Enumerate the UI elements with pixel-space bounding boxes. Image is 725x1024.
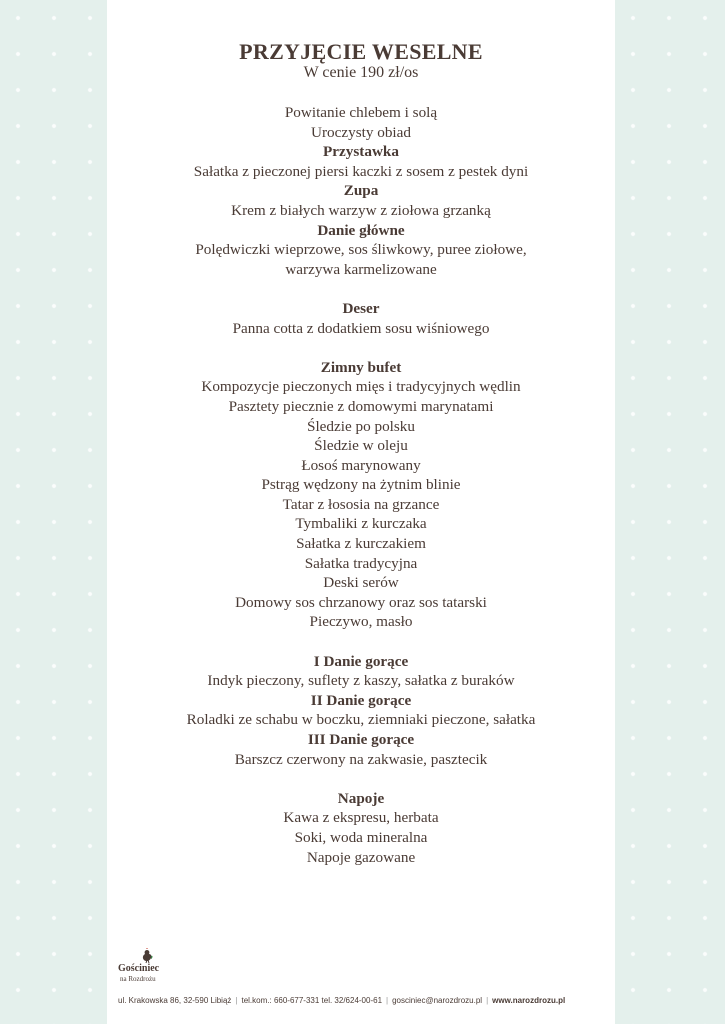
menu-item: Pstrąg wędzony na żytnim blinie	[261, 476, 461, 494]
menu-item: Kompozycje pieczonych mięs i tradycyjnych wędlin	[201, 378, 521, 396]
logo-subtitle: na Rozdrożu	[120, 975, 156, 983]
menu-spacer	[107, 632, 615, 652]
menu-list	[107, 103, 615, 867]
menu-page	[107, 0, 615, 1024]
menu-section-heading: II Danie gorące	[310, 691, 412, 709]
menu-item: Deski serów	[323, 574, 399, 592]
menu-item: Powitanie chlebem i solą	[284, 104, 438, 121]
footer-separator: |	[486, 996, 489, 1005]
menu-item: Uroczysty obiad	[311, 123, 411, 141]
page-title: PRZYJĘCIE WESELNE	[239, 39, 483, 64]
menu-spacer	[107, 279, 615, 299]
menu-item: Śledzie po polsku	[307, 417, 415, 435]
menu-item: Panna cotta z dodatkiem sosu wiśniowego	[232, 319, 490, 337]
menu-item: Pieczywo, masło	[309, 613, 413, 631]
menu-item: Śledzie w oleju	[314, 437, 408, 455]
menu-section-heading: Danie główne	[317, 221, 405, 239]
rooster-icon	[140, 948, 154, 964]
footer-email[interactable]: gosciniec@narozdrozu.pl	[392, 996, 483, 1005]
menu-item: Polędwiczki wieprzowe, sos śliwkowy, puree ziołowe,	[195, 241, 527, 259]
price-subtitle: W cenie 190 zł/os	[303, 64, 419, 81]
menu-item: Sałatka z pieczonej piersi kaczki z sosem z pestek dyni	[193, 162, 529, 180]
menu-spacer	[107, 338, 615, 358]
logo-name: Gościniec	[118, 963, 160, 974]
menu-item: Napoje gazowane	[306, 848, 416, 866]
menu-item: Sałatka z kurczakiem	[296, 535, 426, 553]
menu-item: Sałatka tradycyjna	[304, 554, 418, 572]
menu-item: Barszcz czerwony na zakwasie, pasztecik	[234, 750, 488, 768]
menu-item: Kawa z ekspresu, herbata	[283, 809, 439, 827]
menu-item: Łosoś marynowany	[301, 456, 421, 474]
footer-phones: tel.kom.: 660-677-331 tel. 32/624-00-61	[241, 996, 383, 1005]
menu-item: Tatar z łososia na grzance	[282, 495, 440, 513]
menu-item: Soki, woda mineralna	[294, 828, 428, 846]
decorative-side-panel-right	[615, 0, 725, 1024]
footer-address: ul. Krakowska 86, 32-590 Libiąż	[118, 996, 232, 1005]
menu-item: Indyk pieczony, suflety z kaszy, sałatka z buraków	[207, 672, 515, 690]
menu-item: Pasztety piecznie z domowymi marynatami	[228, 397, 494, 415]
menu-section-heading: III Danie gorące	[307, 731, 415, 748]
menu-item: Tymbaliki z kurczaka	[295, 515, 427, 533]
decorative-side-panel-left	[0, 0, 107, 1024]
menu-item: Roladki ze schabu w boczku, ziemniaki pieczone, sałatka	[186, 711, 536, 729]
menu-section-heading: I Danie gorące	[313, 652, 409, 670]
footer-separator: |	[235, 996, 238, 1005]
footer	[118, 996, 618, 1005]
menu-item: Krem z białych warzyw z ziołowa grzanką	[231, 201, 491, 219]
menu-item: Domowy sos chrzanowy oraz sos tatarski	[235, 593, 487, 611]
menu-item: warzywa karmelizowane	[285, 260, 437, 278]
menu-section-heading: Przystawka	[323, 143, 399, 161]
footer-separator: |	[386, 996, 389, 1005]
menu-spacer	[107, 769, 615, 789]
logo	[118, 948, 178, 988]
menu-section-heading: Zupa	[343, 182, 379, 200]
menu-section-heading: Zimny bufet	[320, 358, 402, 376]
menu-section-heading: Deser	[342, 299, 380, 317]
menu-section-heading: Napoje	[337, 789, 385, 807]
footer-website[interactable]: www.narozdrozu.pl	[492, 996, 566, 1005]
